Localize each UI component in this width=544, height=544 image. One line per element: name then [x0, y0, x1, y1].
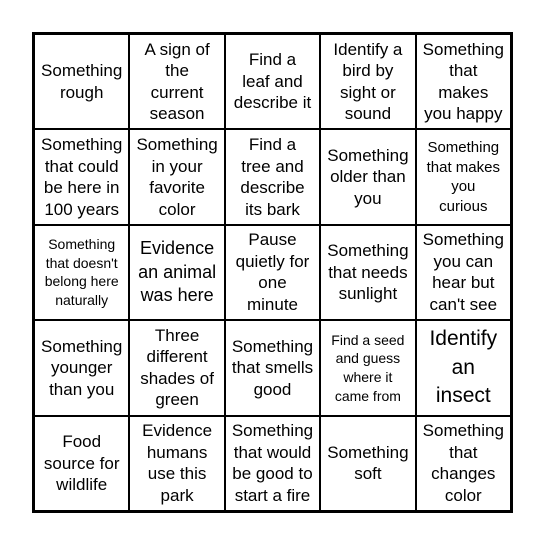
- bingo-cell[interactable]: [34, 225, 129, 320]
- bingo-cell[interactable]: [34, 34, 129, 129]
- bingo-cell[interactable]: [34, 416, 129, 511]
- bingo-cell[interactable]: [416, 416, 511, 511]
- bingo-cell-text: Identify a bird by sight or sound: [333, 39, 403, 124]
- bingo-cell[interactable]: [416, 129, 511, 224]
- bingo-cell-text: Find a tree and describe its bark: [240, 134, 305, 219]
- bingo-cell[interactable]: [225, 34, 320, 129]
- bingo-cell[interactable]: [320, 129, 415, 224]
- bingo-cell[interactable]: [129, 416, 224, 511]
- bingo-cell[interactable]: [34, 129, 129, 224]
- bingo-cell-text: Something you can hear but can't see: [422, 230, 504, 315]
- bingo-cell-text: Something that needs sunlight: [327, 241, 409, 304]
- bingo-cell-text: A sign of the current season: [144, 39, 210, 124]
- bingo-board: [32, 32, 513, 513]
- bingo-cell[interactable]: [129, 225, 224, 320]
- bingo-cell[interactable]: [320, 34, 415, 129]
- bingo-cell-text: Something that changes color: [422, 421, 504, 505]
- bingo-cell-text: Find a seed and guess where it came from: [331, 331, 405, 404]
- bingo-cell-text: Something soft: [327, 442, 409, 484]
- bingo-cell-text: Something that could be here in 100 years: [41, 134, 123, 219]
- bingo-cell-text: Something that would be good to start a fire: [231, 421, 314, 505]
- bingo-cell[interactable]: [129, 320, 224, 415]
- bingo-cell-text: Something that makes you curious: [426, 139, 500, 215]
- bingo-cell[interactable]: [225, 416, 320, 511]
- bingo-cell-text: Pause quietly for one minute: [235, 230, 310, 315]
- bingo-cell-text: Identify an insect: [429, 327, 498, 408]
- bingo-cell[interactable]: [225, 320, 320, 415]
- bingo-cell-text: Something rough: [41, 61, 123, 102]
- bingo-cell[interactable]: [320, 225, 415, 320]
- bingo-cell-text: Something younger than you: [41, 336, 123, 399]
- bingo-cell-text: Three different shades of green: [140, 325, 214, 410]
- bingo-cell[interactable]: [320, 320, 415, 415]
- bingo-cell[interactable]: [34, 320, 129, 415]
- bingo-cell-text: Something that doesn't belong here naturally: [44, 236, 119, 309]
- bingo-cell-text: Evidence humans use this park: [142, 421, 213, 505]
- bingo-cell-text: Find a leaf and describe it: [233, 50, 312, 113]
- bingo-cell[interactable]: [416, 225, 511, 320]
- bingo-cell-text: Food source for wildlife: [43, 431, 120, 495]
- bingo-cell[interactable]: [129, 34, 224, 129]
- bingo-cell-text: Something that makes you happy: [422, 39, 504, 124]
- bingo-cell[interactable]: [320, 416, 415, 511]
- bingo-cell[interactable]: [225, 225, 320, 320]
- bingo-cell[interactable]: [416, 320, 511, 415]
- bingo-cell-text: Something that smells good: [231, 336, 314, 399]
- bingo-cell[interactable]: [129, 129, 224, 224]
- bingo-cell-text: Evidence an animal was here: [138, 238, 217, 306]
- bingo-cell[interactable]: [225, 129, 320, 224]
- bingo-cell-text: Something in your favorite color: [136, 134, 218, 219]
- bingo-cell-text: Something older than you: [327, 145, 409, 208]
- bingo-cell[interactable]: [416, 34, 511, 129]
